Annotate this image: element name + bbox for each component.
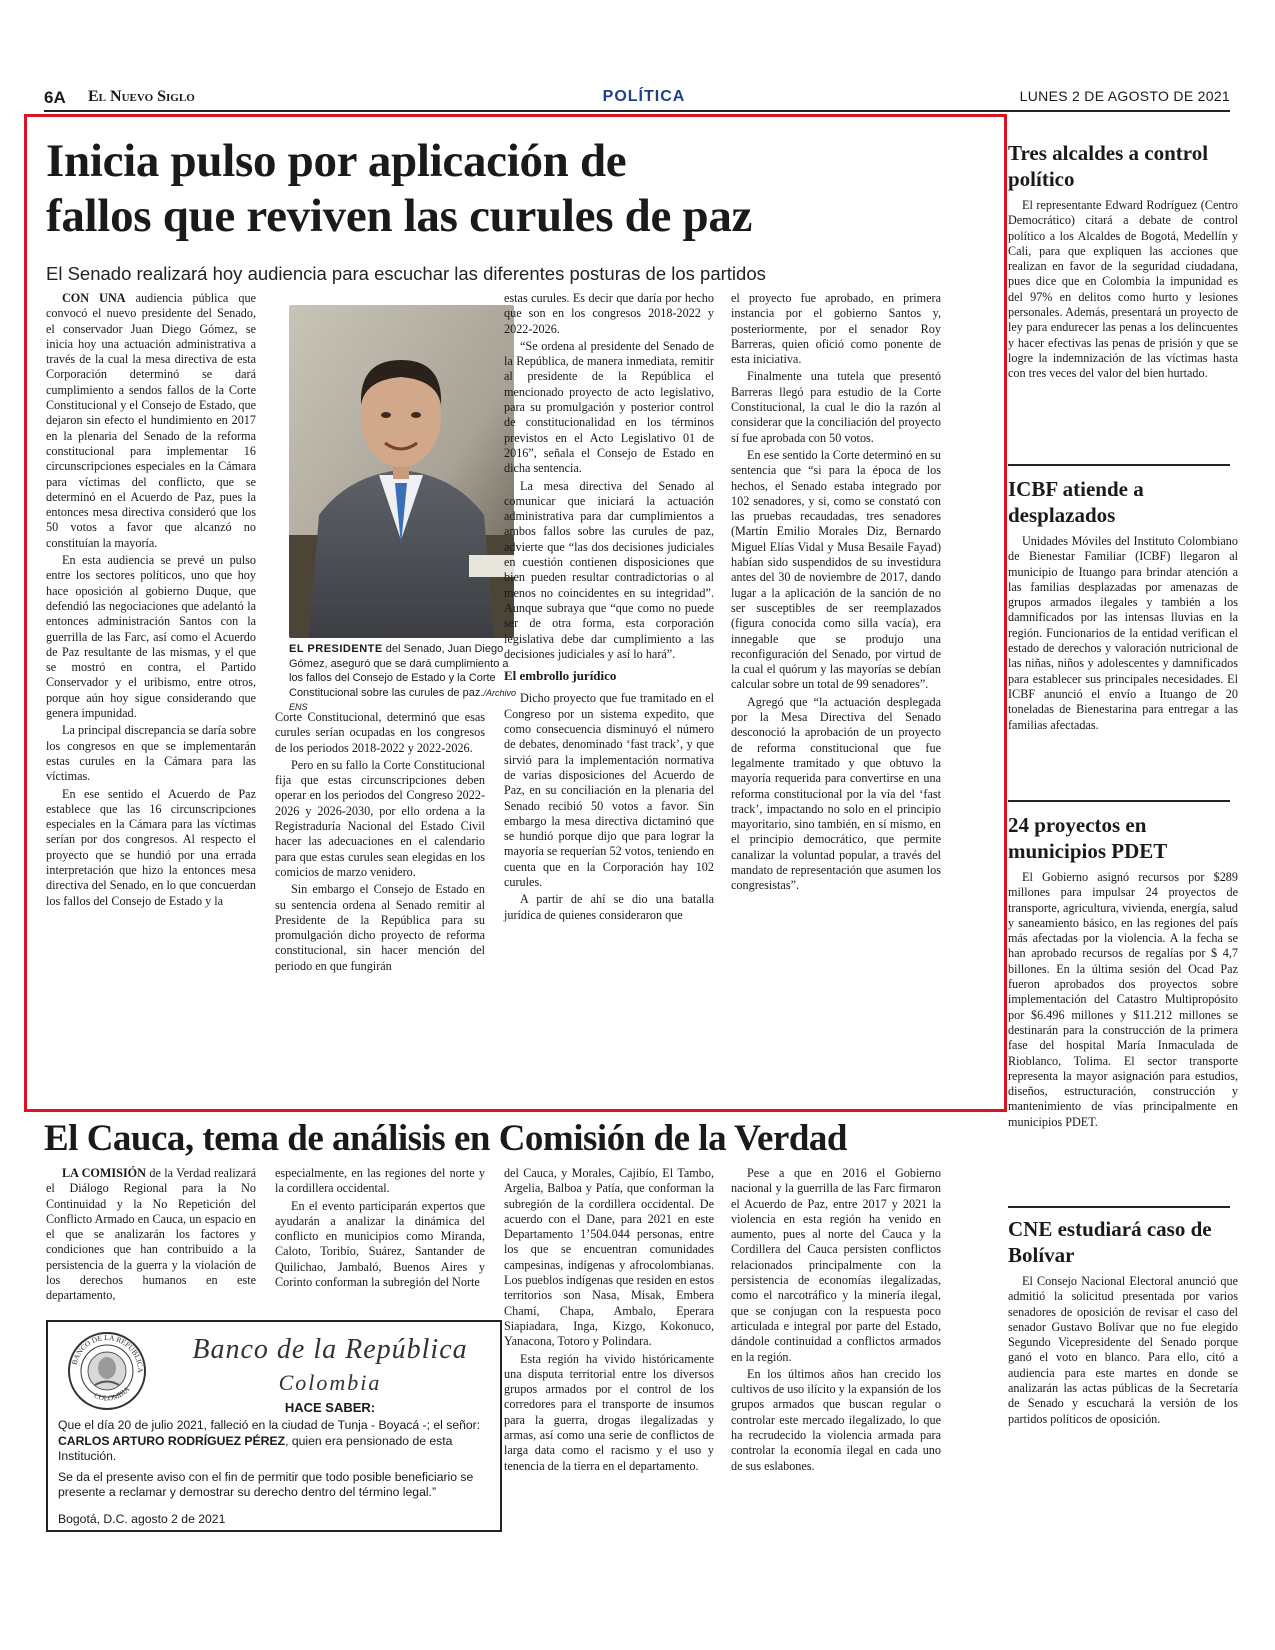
- paragraph: Finalmente una tutela que presentó Barreras llegó para estudio de la Corte Constitucional, la cual le dio la razón al considerar que la conciliación del proyecto sí fue aprobada con 50 votos.: [731, 369, 941, 445]
- notice-body: [58, 1418, 494, 1506]
- notice-heading: HACE SABER:: [284, 1400, 376, 1415]
- second-column-1: [46, 1166, 256, 1306]
- paragraph: Sin embargo el Consejo de Estado en su sentencia ordena al Senado remitir al Presidente de la República para su promulgación dicho proyecto de reforma constitucional, sin hacer mención del periodo en que fungirán: [275, 882, 485, 973]
- brief-title: ICBF atiende a desplazados: [1008, 477, 1144, 527]
- deceased-name: CARLOS ARTURO RODRÍGUEZ PÉREZ: [58, 1433, 286, 1448]
- issue-date: LUNES 2 DE AGOSTO DE 2021: [1019, 88, 1230, 104]
- newspaper-masthead: El Nuevo Siglo: [88, 88, 195, 105]
- paragraph: Pese a que en 2016 el Gobierno nacional y la guerrilla de las Farc firmaron el Acuerdo de Paz, entre 2017 y 2021 la violencia en esta región ha venido en aumento, pues al norte del Cauca y la Cordillera del Cauca persisten conflictos relacionados principalmente con la persistencia de economías ilegalizadas, como el narcotráfico y la minería ilegal, que se conjugan con la respuesta poco articulada e integral por parte del Estado, dándole continuidad a conflictos armados en la región.: [731, 1166, 941, 1364]
- paragraph: Dicho proyecto que fue tramitado en el Congreso por un sistema expedito, que como consecuencia disminuyó el número de debates, denominado ‘fast track’, y que sirvió para la implementación normativa de varias disposiciones del Acuerdo de Paz, en su conciliación en la plenaria del Senado recibió 50 votos a favor. Sin embargo la mesa directiva dictaminó que se hundió porque dijo que para lograr la mayoría se requerían 52 votos, teniendo en cuenta que en la Corporación hay 102 curules.: [504, 691, 714, 889]
- paragraph: estas curules. Es decir que daría por hecho que son en los congresos 2018-2022 y 2022-2026.: [504, 291, 714, 336]
- paragraph: Agregó que “la actuación desplegada por la Mesa Directiva del Senado desconoció la aprobación de un proyecto de reforma constitucional que fue legalmente tramitado y que obtuvo la mayoría requerida para convertirse en una reforma constitucional por la vía del ‘fast track’, impactando no solo en el principio mayoritario, sino también, en sí mismo, en el principio democrático, que permite canalizar la voluntad popular, a través del mandato de representación que asumen los congresistas”.: [731, 694, 941, 893]
- brief-text: El representante Edward Rodríguez (Centro Democrático) citará a debate de control político a los Alcaldes de Bogotá, Medellín y Cali, para que expliquen las acciones que realizan en favor de la seguridad ciudadana, pues dice que en Colombia la impunidad es del 97% en delitos como hurto y lesiones personales. Además, presentará un proyecto de ley para endurecer las penas a los delincuentes y hacer efectivas las penas de prisión y que se logre la indemnización de las víctimas hasta con tres veces del valor del bien hurtado.: [1008, 198, 1238, 381]
- seal-text-bottom: COLOMBIA: [92, 1384, 132, 1403]
- lead-in: CON UNA: [62, 291, 126, 305]
- paragraph: especialmente, en las regiones del norte y la cordillera occidental.: [275, 1166, 485, 1196]
- second-column-2: [275, 1166, 485, 1292]
- senate-president-photo: [289, 305, 514, 638]
- main-headline: [46, 134, 986, 244]
- caption-text: del Senado, Juan Diego Gómez, aseguró que se dará cumplimiento a los fallos del Consejo de Estado y la Corte Constitucional sobre las curules de paz.: [289, 643, 509, 699]
- paragraph: En esta audiencia se prevé un pulso entre los sectores políticos, uno que hoy hace oposición al gobierno Duque, que defendió las negociaciones que adelantó la entonces administración Santos con la guerrilla de las Farc, así como el Acuerdo de Paz resultante de las mismas, y el que se mostró en contra, el Partido Conservador y el uribismo, entre otros, porque aún hoy sigue considerando que genera impunidad.: [46, 553, 256, 721]
- photo-caption: [289, 642, 517, 715]
- paragraph: del Cauca, y Morales, Cajibío, El Tambo, Argelia, Balboa y Patía, que conforman la subregión de la cordillera occidental. De acuerdo con el Dane, para 2021 en este Departamento 1’504.044 personas, entre los que se encuentran comunidades campesinas, indígenas y afrocolombianas. Los pueblos indígenas que residen en estos territorios son Nasa, Misak, Embera Chamí, Chapa, Ambalo, Eperara Siapiadara, Inga, Kizgo, Kokonuco, Yanacona, Totoro y Polindara.: [504, 1166, 714, 1349]
- notice-text: Que el día 20 de julio 2021, falleció en la ciudad de Tunja - Boyacá -; el señor:: [58, 1418, 481, 1432]
- sidebar-brief-4: [1008, 1216, 1238, 1427]
- brief-text: Unidades Móviles del Instituto Colombiano de Bienestar Familiar (ICBF) llegaron al municipio de Ituango para brindar atención a las familias desplazadas por amenazas de grupos armados ilegales y también a los damnificados por las intensas lluvias en la región. Funcionarios de la entidad verifican el estado de derechos y valoración nutricional de las niñas, niños y adolescentes y damnificados para establecer sus principales necesidades. El ICBF anunció el envío a Ituango de 20 toneladas de Bienestarina para entregar a las familias afectadas.: [1008, 534, 1238, 732]
- sidebar-rule: [1008, 464, 1230, 466]
- brief-title: Tres alcaldes a control político: [1008, 141, 1209, 191]
- second-column-4: [731, 1166, 941, 1476]
- main-column-1: [46, 291, 256, 911]
- headline-line-2: fallos que reviven las curules de paz: [46, 190, 753, 242]
- portrait-image: [289, 305, 514, 638]
- paragraph: La principal discrepancia se daría sobre los congresos en que se implementarán estas curules en la Cámara para las víctimas.: [46, 723, 256, 784]
- paragraph: En ese sentido la Corte determinó en su sentencia que “si para la época de los hechos, el Senado estaba integrado por 102 senadores, y si, como se constató con las pruebas recaudadas, tres senadores (Martín Emilio Morales Diz, Bernardo Miguel Elías Vidal y Musa Besaile Fayad) habían sido suspendidos de su investidura antes del 30 de noviembre de 2017, dando lugar a la aplicación de la sanción de no ser susceptibles de ser reemplazados (figura conocida como silla vacía), era innegable que se produjo una reconfiguración del Senado, por virtud de la cual el quórum y las mayorías se debían calcular sobre un total de 99 senadores”.: [731, 447, 941, 692]
- paragraph: La mesa directiva del Senado al comunicar que iniciará la actuación administrativa para dar cumplimientos a ambos fallos sobre las curules de paz, advierte que “las dos decisiones judiciales en cuestión contienen disposiciones que bien pueden resultar contradictorias o al menos no coincidentes en su integridad”. Aunque subraya que “que como no puede ser de otra forma, esta corporación legislativa debe dar cumplimiento a las decisiones judiciales y así lo hará”.: [504, 478, 714, 661]
- notice-text: Se da el presente aviso con el fin de permitir que todo posible beneficiario se presente a reclamar y demostrar su derecho dentro del término legal.”: [58, 1469, 474, 1500]
- brief-title: 24 proyectos en municipios PDET: [1008, 813, 1168, 863]
- sidebar-rule: [1008, 1206, 1230, 1208]
- sidebar-brief-1: [1008, 140, 1238, 382]
- caption-lead: EL PRESIDENTE: [289, 643, 383, 655]
- brief-text: El Consejo Nacional Electoral anunció que admitió la solicitud presentada por varios senadores de oposición de revisar el caso del senador Gustavo Bolívar que no fue elegido Segundo Vicepresidente del Senado porque ganó el voto en blanco. Para ello, citó a audiencia para este martes en donde se analizarán las actas públicas de la Secretaría de Senado y escuchará la versión de los partidos políticos de oposición.: [1008, 1274, 1238, 1426]
- paragraph: En los últimos años han crecido los cultivos de uso ilícito y la expansión de los grupos armados que buscan regular o controlar este mercado ilegalizado, lo que ha recrudecido la violencia armada para controlar la economía ilegal en cada uno de sus eslabones.: [731, 1366, 941, 1473]
- paragraph: En ese sentido el Acuerdo de Paz establece que las 16 circunscripciones especiales en la Cámara para las víctimas serían por dos congresos. Al respecto el proyecto que se hundió por una errada interpretación que hizo la entonces mesa directiva del Senado, en lo que concuerdan los fallos del Consejo de Estado y la: [46, 786, 256, 908]
- paragraph: En el evento participarán expertos que ayudarán a analizar la dinámica del conflicto en municipios como Miranda, Caloto, Toribío, Suárez, Santander de Quilichao, Jambaló, Buenos Aires y Corinto conforman la subregión del Norte: [275, 1198, 485, 1290]
- paragraph: Pero en su fallo la Corte Constitucional fija que estas circunscripciones deben operar en los periodos del Congreso 2022-2026 y 2026-2030, por ello ordena a la Registraduría Nacional del Estado Civil hacer las adecuaciones en el calendario para que estas curules sean elegidas en los comicios de marzo venidero.: [275, 757, 485, 879]
- brief-text: El Gobierno asignó recursos por $289 millones para impulsar 24 proyectos de transporte, agricultura, vivienda, energía, salud y saneamiento básico, en las regiones del país más afectadas por la violencia. A la fecha se han aprobado recursos de regalías por $ 4,7 billones. En la última sesión del Ocad Paz fueron aprobados dos proyectos sobre implementación del Catastro Multipropósito por $6.496 millones y $11.212 millones se destinarán para la construcción de la primera fase del hospital María Inmaculada de Rioblanco, Tolima. El sector transporte representa la mayor asignación para estudios, diseños, estructuración, construcción y mantenimiento de vías principalmente en municipios PDET.: [1008, 870, 1238, 1129]
- section-subtitle: El embrollo jurídico: [504, 668, 617, 684]
- main-column-2: [275, 710, 485, 976]
- main-column-4: [731, 291, 941, 896]
- sidebar-rule: [1008, 800, 1230, 802]
- notice-signature: Bogotá, D.C. agosto 2 de 2021: [58, 1512, 226, 1526]
- notice-text: , quien era pensionado de esta Institución.: [58, 1433, 453, 1464]
- section-title: POLÍTICA: [602, 88, 686, 105]
- main-subhead: El Senado realizará hoy audiencia para escuchar las diferentes posturas de los partidos: [46, 263, 766, 284]
- page-header: [44, 88, 1230, 110]
- paragraph: Corte Constitucional, determinó que esas curules serían ocupadas en los congresos de los periodos 2018-2022 y 2022-2026.: [275, 710, 485, 755]
- photo-credit: /Archivo ENS: [289, 687, 516, 713]
- paragraph: el proyecto fue aprobado, en primera instancia por el gobierno Santos y, posteriormente, por el senador Roy Barreras, quien ofició como ponente de esta iniciativa.: [731, 291, 941, 367]
- main-column-3: [504, 291, 714, 925]
- bank-name: Banco de la República: [192, 1334, 468, 1365]
- paragraph: de la Verdad realizará el Diálogo Regional para la No Continuidad y la No Repetición del Conflicto Armado en Cauca, un espacio en el que se analizarán los factores y condiciones que han contribuido a la persistencia de la guerra y la violación de los derechos humanos en este departamento,: [46, 1166, 256, 1303]
- sidebar-brief-2: [1008, 476, 1238, 733]
- bank-notice: [46, 1320, 502, 1532]
- page-number: 6A: [44, 88, 66, 107]
- paragraph: audiencia pública que convocó el nuevo presidente del Senado, el conservador Juan Diego Gómez, se inicia hoy una actuación administrativa a través de la cual la mesa directiva de esta Corporación determinó se dará cumplimiento a sendos fallos de la Corte Constitucional y el Consejo de Estado, que dejaron sin efecto el hundimiento en 2017 en la plenaria del Senado de la reforma constitucional para implementar 16 circunscripciones especiales en la Cámara para víctimas del conflicto, que se determinó en el Acuerdo de Paz, pues la entonces mesa directiva consideró que los 50 votos a favor que alcanzó no constituían la mayoría.: [46, 291, 256, 550]
- paragraph: Esta región ha vivido históricamente una disputa territorial entre los diversos grupos armados por el control de los corredores para el transporte de insumos para la guerra, drogas ilegalizadas y armas, así como una serie de conflictos de larga data como el racismo y el uso y tenencia de la tierra en el departamento.: [504, 1351, 714, 1473]
- sidebar-brief-3: [1008, 812, 1238, 1130]
- paragraph: “Se ordena al presidente del Senado de la República, de manera inmediata, remitir al presidente de la República el mencionado proyecto de acto legislativo, para su promulgación y posterior control de constitucionalidad en los términos previstos en el Acto Legislativo 01 de 2016”, señala el Consejo de Estado en dicha sentencia.: [504, 338, 714, 476]
- paragraph: A partir de ahí se dio una batalla jurídica de quienes consideraron que: [504, 892, 714, 922]
- second-headline: El Cauca, tema de análisis en Comisión de la Verdad: [44, 1118, 847, 1159]
- header-rule: [44, 110, 1230, 112]
- bank-country: Colombia: [278, 1370, 382, 1395]
- bank-seal-icon: [62, 1330, 152, 1417]
- headline-line-1: Inicia pulso por aplicación de: [46, 135, 627, 187]
- seal-text-top: BANCO DE LA REPUBLICA: [69, 1332, 146, 1373]
- lead-in: LA COMISIÓN: [62, 1166, 146, 1180]
- second-column-3: [504, 1166, 714, 1476]
- brief-title: CNE estudiará caso de Bolívar: [1008, 1217, 1212, 1267]
